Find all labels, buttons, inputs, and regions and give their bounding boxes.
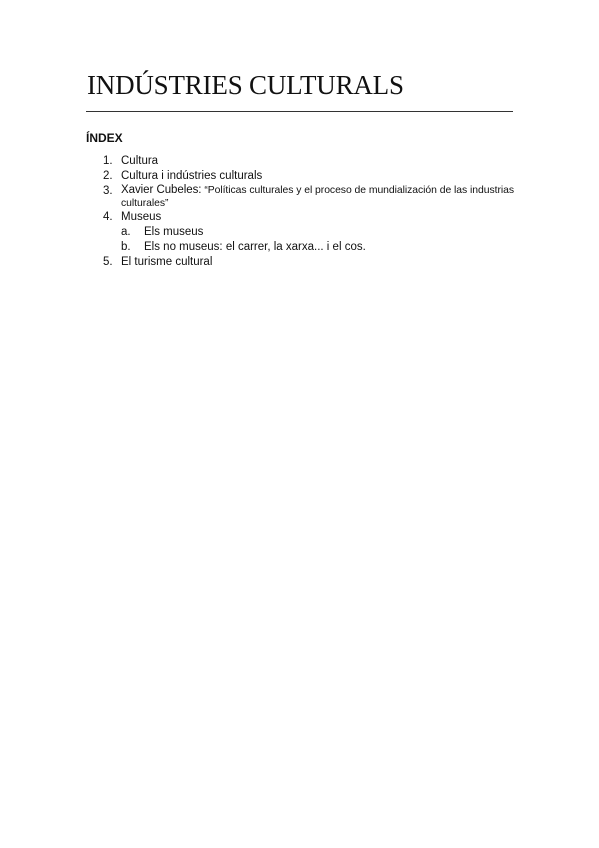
toc-number: 1.	[103, 155, 113, 167]
toc-text	[121, 184, 514, 210]
toc-subtext: Els no museus: el carrer, la xarxa... i el cos.	[144, 241, 366, 253]
toc-subitem-a	[121, 225, 514, 240]
toc-item-3	[86, 184, 514, 210]
toc-subitem-b	[121, 240, 514, 255]
toc-number: 3.	[103, 185, 113, 197]
title-divider	[86, 111, 513, 112]
toc-text: Cultura	[121, 155, 159, 167]
toc-number: 5.	[103, 256, 113, 268]
toc-letter: a.	[121, 226, 131, 238]
toc-number: 2.	[103, 170, 113, 182]
toc-text: Cultura i indústries culturals	[121, 170, 263, 182]
toc-text: Museus	[121, 211, 162, 223]
toc-subtext: Els museus	[144, 226, 204, 238]
table-of-contents	[86, 154, 514, 270]
toc-number: 4.	[103, 211, 113, 223]
toc-author: Xavier Cubeles:	[121, 184, 202, 196]
toc-item-2	[86, 169, 514, 184]
toc-work-title: “Políticas culturales y el proceso de mundialización de las industrias culturales”	[121, 185, 514, 209]
toc-letter: b.	[121, 241, 131, 253]
toc-subitems	[121, 225, 514, 255]
toc-text: El turisme cultural	[121, 256, 213, 268]
document-title: INDÚSTRIES CULTURALS	[87, 70, 404, 100]
toc-item-1	[86, 154, 514, 169]
index-heading: ÍNDEX	[86, 131, 123, 145]
toc-item-4	[86, 210, 514, 255]
toc-item-5	[86, 255, 514, 270]
